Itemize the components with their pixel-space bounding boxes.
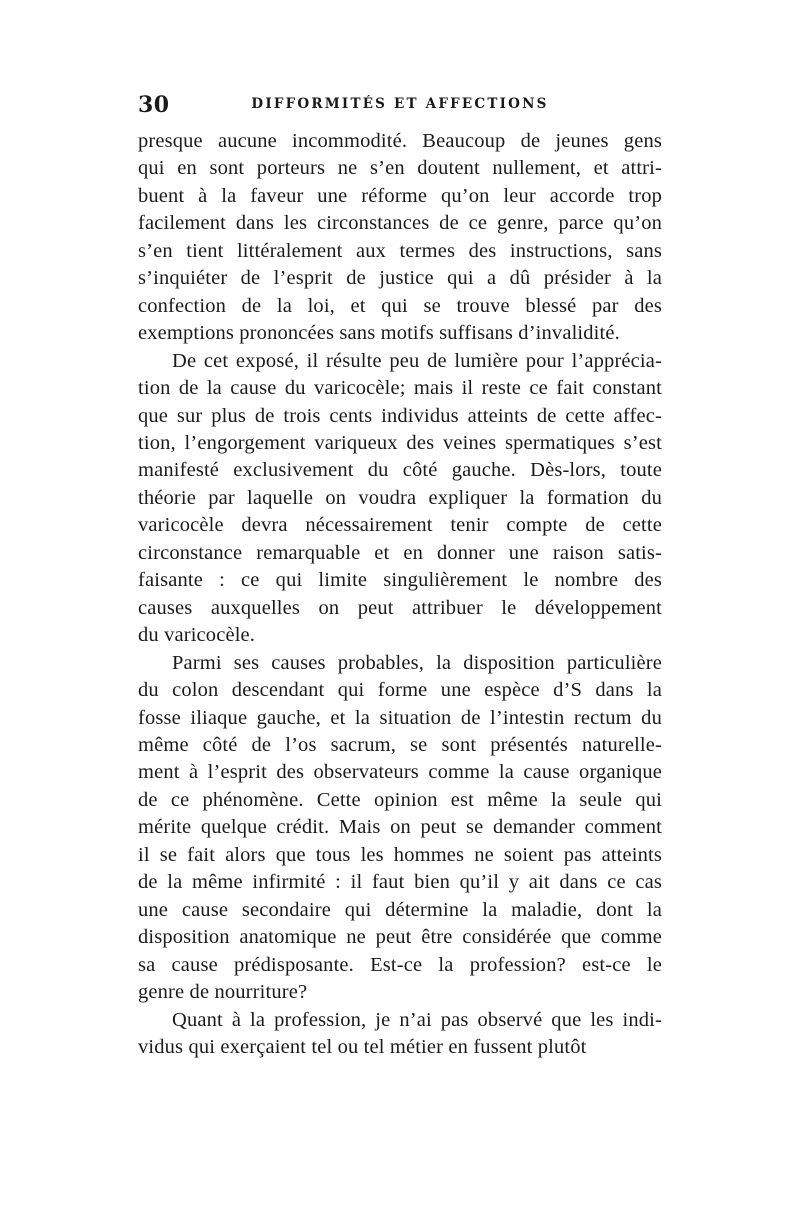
text-line: presque aucune incommodité. Beaucoup de jeunes gens [138,130,662,152]
text-line: même côté de l’os sacrum, se sont présentés naturelle- [138,733,662,756]
text-line: tion de la cause du varicocèle; mais il reste ce fait constant [138,377,662,400]
paragraph [138,348,662,650]
text-line: disposition anatomique ne peut être considérée que comme [138,926,662,949]
text-line: varicocèle devra nécessairement tenir compte de cette [138,514,662,537]
text-line: il se fait alors que tous les hommes ne soient pas atteints [138,843,662,866]
text-line: manifesté exclusivement du côté gauche. Dès-lors, toute [138,459,662,482]
text-line: de ce phénomène. Cette opinion est même la seule qui [138,788,662,811]
body-text [138,128,662,1061]
text-line: faisante : ce qui limite singulièrement le nombre des [138,569,662,592]
text-line: du colon descendant qui forme une espèce d’S dans la [138,679,662,702]
text-line: circonstance remarquable et en donner une raison satis- [138,541,662,564]
text-line: du varicocèle. [138,624,256,647]
text-line: une cause secondaire qui détermine la maladie, dont la [138,898,662,921]
paragraph [138,128,662,348]
paragraph [138,1007,662,1062]
running-title: DIFFORMITÉS ET AFFECTIONS [251,96,549,112]
text-line: genre de nourriture? [138,981,308,1004]
paragraph [138,650,662,1007]
text-line: mérite quelque crédit. Mais on peut se demander comment [138,816,662,839]
text-line: fosse iliaque gauche, et la situation de l’intestin rectum du [138,706,662,729]
text-line: tion, l’engorgement variqueux des veines spermatiques s’est [138,431,662,454]
running-head [138,92,662,122]
text-line: que sur plus de trois cents individus atteints de cette affec- [138,404,662,427]
text-line: de la même infirmité : il faut bien qu’il y ait dans ce cas [138,871,662,894]
text-line: ment à l’esprit des observateurs comme la cause organique [138,761,662,784]
text-line: facilement dans les circonstances de ce genre, parce qu’on [138,212,662,235]
text-line: vidus qui exerçaient tel ou tel métier en fussent plutôt [138,1035,587,1058]
text-line: sa cause prédisposante. Est-ce la profession? est-ce le [138,953,662,976]
text-line: s’en tient littéralement aux termes des instructions, sans [138,239,662,262]
text-line: qui en sont porteurs ne s’en doutent nullement, et attri- [138,157,662,180]
text-line: Parmi ses causes probables, la disposition particulière [172,651,662,674]
text-line: Quant à la profession, je n’ai pas observé que les indi- [172,1008,662,1031]
text-line: exemptions prononcées sans motifs suffisans d’invalidité. [138,322,620,345]
text-line: buent à la faveur une réforme qu’on leur accorde trop [138,184,662,207]
text-line: s’inquiéter de l’esprit de justice qui a dû présider à la [138,267,662,290]
text-line: causes auxquelles on peut attribuer le développement [138,596,662,619]
page-number: 30 [138,92,170,118]
text-line: De cet exposé, il résulte peu de lumière pour l’apprécia- [172,349,662,372]
text-line: théorie par laquelle on voudra expliquer la formation du [138,486,662,509]
text-line: confection de la loi, et qui se trouve blessé par des [138,294,662,317]
